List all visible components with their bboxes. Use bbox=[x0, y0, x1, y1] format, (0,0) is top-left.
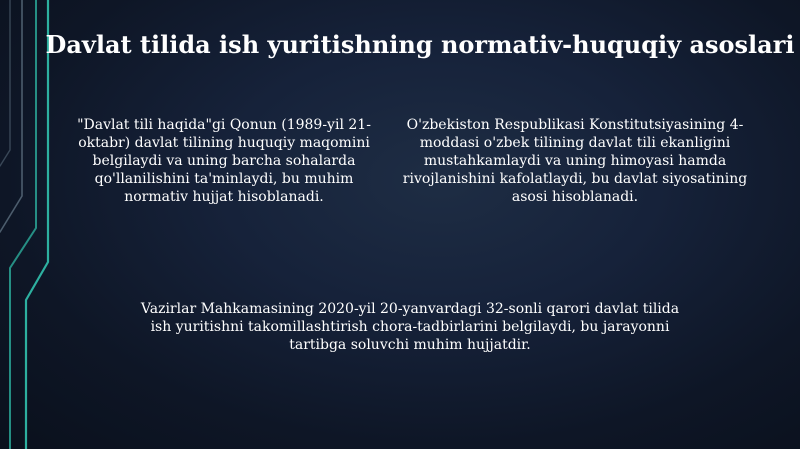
accent-line-short bbox=[0, 0, 10, 166]
paragraph-cabinet-resolution: Vazirlar Mahkamasining 2020-yil 20-yanvardagi 32-sonli qarori davlat tilida ish yuritishni takomillashtirish chora-tadbirlarini belgilaydi, bu jarayonni tartibga soluvchi muhim hujjatdir. bbox=[140, 301, 680, 353]
slide-title: Davlat tilida ish yuritishning normativ-huquqiy asoslari bbox=[45, 30, 795, 59]
decorative-circuit-lines bbox=[0, 0, 70, 449]
accent-line-middle bbox=[10, 0, 36, 449]
paragraph-constitution-article: O'zbekiston Respublikasi Konstitutsiyasining 4-moddasi o'zbek tilining davlat tili ekanligini mustahkamlaydi va uning himoyasi hamda rivojlanishini kafolatlaydi, bu davlat siyosatining asosi hisoblanadi. bbox=[402, 117, 748, 205]
accent-line-inner bbox=[0, 0, 22, 232]
paragraph-law-on-state-language: "Davlat tili haqida"gi Qonun (1989-yil 21-oktabr) davlat tilining huquqiy maqomini belgilaydi va uning barcha sohalarda qo'llanilishini ta'minlaydi, bu muhim normativ hujjat hisoblanadi. bbox=[77, 117, 371, 205]
